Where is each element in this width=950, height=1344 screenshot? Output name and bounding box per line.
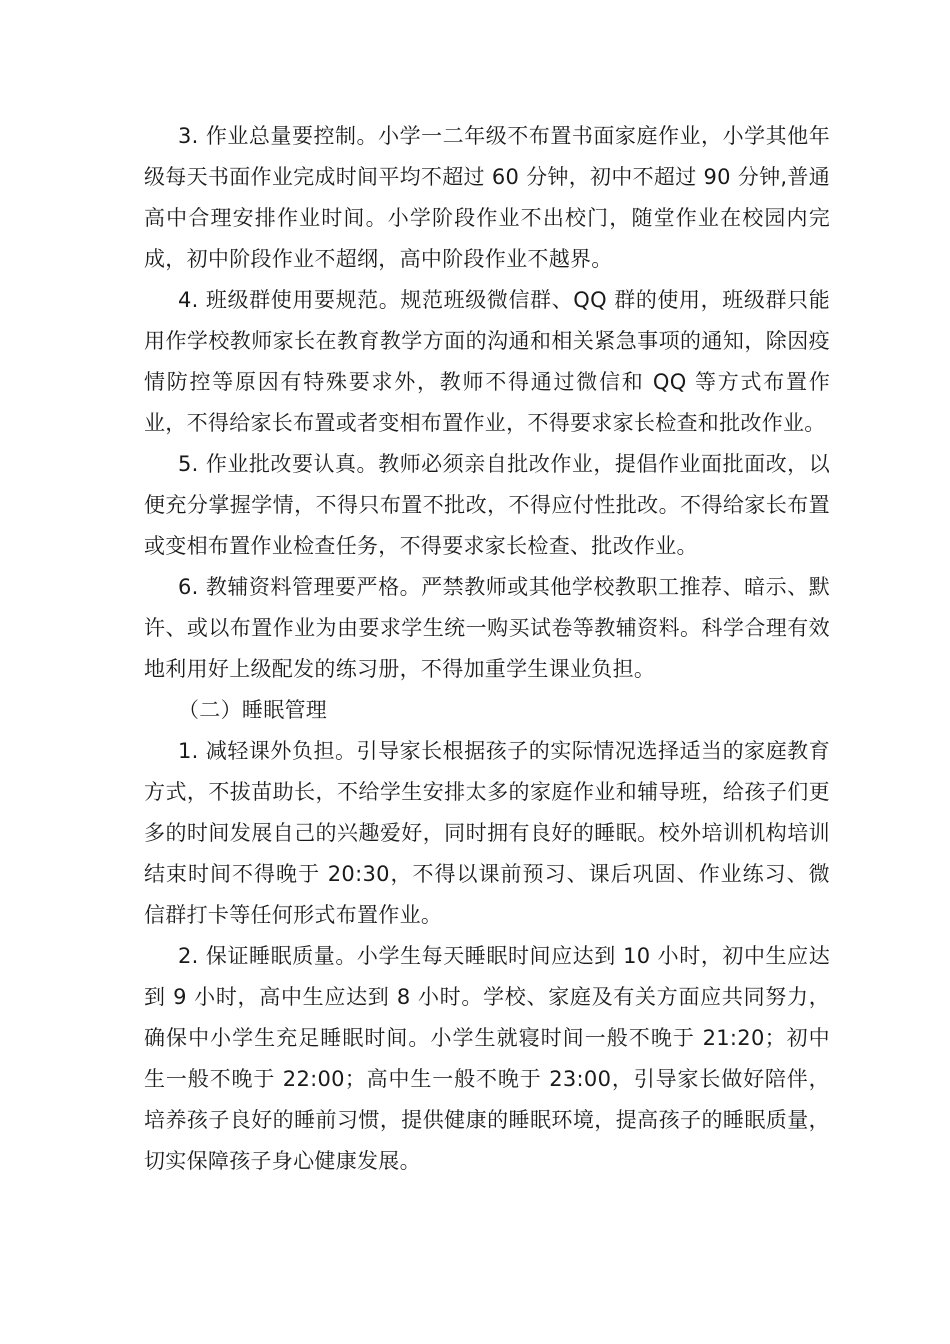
document-body	[144, 116, 830, 1182]
paragraph-sleep-quality: 2. 保证睡眠质量。小学生每天睡眠时间应达到 10 小时，初中生应达到 9 小时，高中生应达到 8 小时。学校、家庭及有关方面应共同努力，确保中小学生充足睡眠时间。小学生就寝时间一般不晚于 21:20；初中生一般不晚于 22:00；高中生一般不晚于 23:00，引导家长做好陪伴，培养孩子良好的睡前习惯，提供健康的睡眠环境，提高孩子的睡眠质量，切实保障孩子身心健康发展。	[144, 944, 830, 1173]
paragraph-teaching-materials: 6. 教辅资料管理要严格。严禁教师或其他学校教职工推荐、暗示、默许、或以布置作业为由要求学生统一购买试卷等教辅资料。科学合理有效地利用好上级配发的练习册，不得加重学生课业负担。	[144, 575, 830, 681]
paragraph-reduce-burden: 1. 减轻课外负担。引导家长根据孩子的实际情况选择适当的家庭教育方式，不拔苗助长，不给学生安排太多的家庭作业和辅导班，给孩子们更多的时间发展自己的兴趣爱好，同时拥有良好的睡眠。校外培训机构培训结束时间不得晚于 20:30，不得以课前预习、课后巩固、作业练习、微信群打卡等任何形式布置作业。	[144, 739, 830, 927]
paragraph-homework-grading: 5. 作业批改要认真。教师必须亲自批改作业，提倡作业面批面改，以便充分掌握学情，不得只布置不批改，不得应付性批改。不得给家长布置或变相布置作业检查任务，不得要求家长检查、批改作业。	[144, 452, 830, 558]
section-heading-sleep: （二）睡眠管理	[178, 698, 328, 722]
paragraph-class-group: 4. 班级群使用要规范。规范班级微信群、QQ 群的使用，班级群只能用作学校教师家长在教育教学方面的沟通和相关紧急事项的通知，除因疫情防控等原因有特殊要求外，教师不得通过微信和 QQ 等方式布置作业，不得给家长布置或者变相布置作业，不得要求家长检查和批改作业。	[144, 288, 830, 435]
paragraph-homework-total: 3. 作业总量要控制。小学一二年级不布置书面家庭作业，小学其他年级每天书面作业完成时间平均不超过 60 分钟，初中不超过 90 分钟,普通高中合理安排作业时间。小学阶段作业不出校门，随堂作业在校园内完成，初中阶段作业不超纲，高中阶段作业不越界。	[144, 124, 830, 271]
